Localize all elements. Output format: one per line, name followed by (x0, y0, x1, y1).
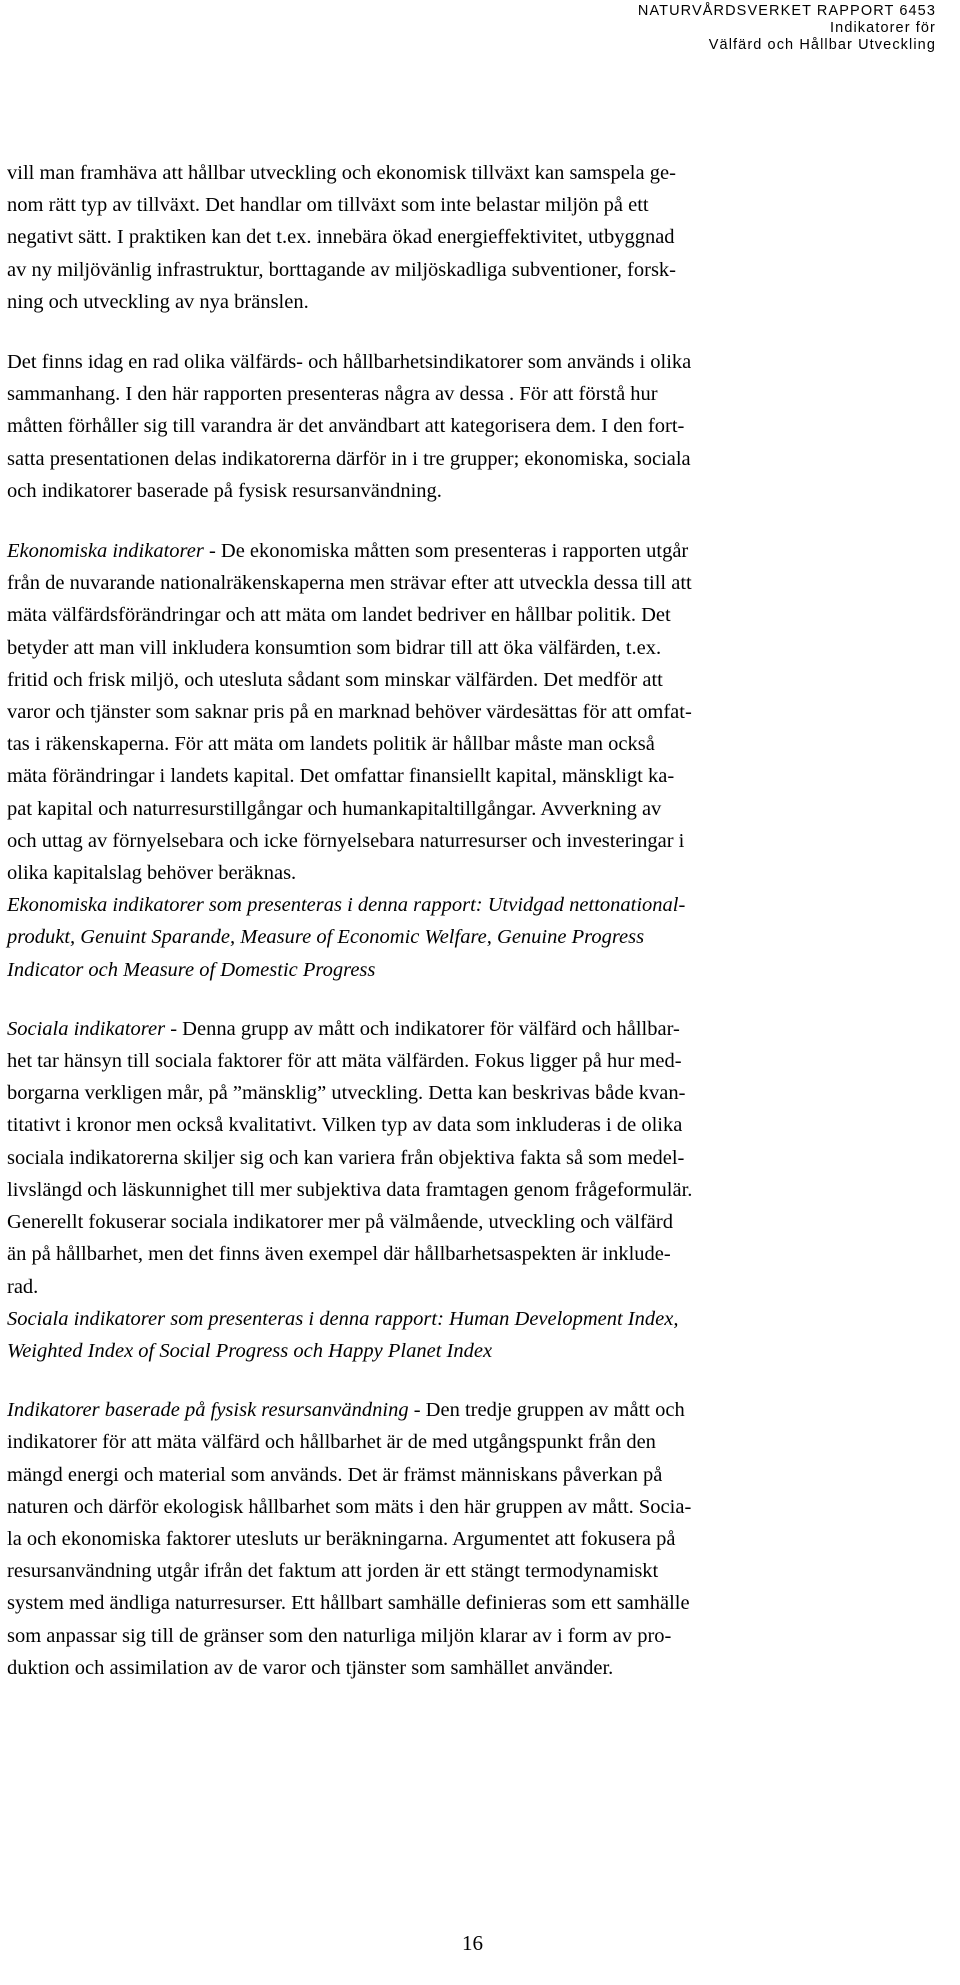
social-indicators-term: Sociala indikatorer (7, 1017, 166, 1040)
text-line: sammanhang. I den här rapporten presenteras några av dessa . För att förstå hur (7, 383, 658, 406)
report-subtitle: Indikatorer för (830, 20, 936, 36)
paragraph-intro (7, 157, 957, 318)
text-line: Generellt fokuserar sociala indikatorer mer på välmående, utveckling och välfärd (7, 1211, 673, 1234)
text-line: sociala indikatorerna skiljer sig och kan variera från objektiva fakta så som medel- (7, 1146, 685, 1169)
paragraph-social-indicators (7, 1013, 957, 1303)
report-subtitle-2: Välfärd och Hållbar Utveckling (708, 37, 936, 53)
text-line: mäta välfärdsförändringar och att mäta om landet bedriver en hållbar politik. Det (7, 604, 671, 627)
text-line: system med ändliga naturresurser. Ett hållbart samhälle definieras som ett samhälle (7, 1592, 690, 1615)
text-line: fritid och frisk miljö, och utesluta sådant som minskar välfärden. Det medför att (7, 668, 663, 691)
text-line: Sociala indikatorer som presenteras i denna rapport: Human Development Index, (7, 1307, 679, 1330)
text-line: ning och utveckling av nya bränslen. (7, 290, 309, 313)
text-line: naturen och därför ekologisk hållbarhet som mäts i den här gruppen av mått. Socia- (7, 1495, 692, 1518)
text-line: av ny miljövänlig infrastruktur, borttagande av miljöskadliga subventioner, forsk- (7, 258, 677, 281)
text-line: pat kapital och naturresurstillgångar och humankapitaltillgångar. Avverkning av (7, 797, 662, 820)
resource-indicators-term: Indikatorer baserade på fysisk resursanvändning (7, 1399, 409, 1422)
text-line: satta presentationen delas indikatorerna därför in i tre grupper; ekonomiska, sociala (7, 447, 691, 470)
text-line: Weighted Index of Social Progress och Happy Planet Index (7, 1339, 493, 1362)
paragraph-economic-indicators (7, 535, 957, 889)
text-line: mängd energi och material som används. Det är främst människans påverkan på (7, 1463, 663, 1486)
text-line: het tar hänsyn till sociala faktorer för att mäta välfärden. Fokus ligger på hur med- (7, 1050, 682, 1073)
document-body (7, 157, 957, 1684)
text-line: indikatorer för att mäta välfärd och hållbarhet är de med utgångspunkt från den (7, 1431, 656, 1454)
page-header (638, 3, 936, 54)
report-title: NATURVÅRDSVERKET RAPPORT 6453 (637, 3, 936, 19)
text-line: Det finns idag en rad olika välfärds- och hållbarhetsindikatorer som används i olika (7, 351, 692, 374)
paragraph-categories (7, 346, 957, 507)
text-line: olika kapitalslag behöver beräknas. (7, 862, 297, 885)
text-line: Indicator och Measure of Domestic Progress (7, 958, 376, 981)
text-line: borgarna verkligen mår, på ”mänsklig” utveckling. Detta kan beskrivas både kvan- (7, 1082, 686, 1105)
text-line: än på hållbarhet, men det finns även exempel där hållbarhetsaspekten är inklude- (7, 1243, 671, 1266)
text-line: måtten förhåller sig till varandra är det användbart att kategorisera dem. I den fort- (7, 415, 685, 438)
text-line (7, 1013, 957, 1045)
text-run: - Denna grupp av mått och indikatorer för välfärd och hållbar- (165, 1017, 680, 1040)
page-number: 16 (462, 1931, 483, 1955)
text-line: rad. (7, 1275, 39, 1298)
text-line: la och ekonomiska faktorer utesluts ur beräkningarna. Argumentet att fokusera på (7, 1527, 676, 1550)
text-line: varor och tjänster som saknar pris på en marknad behöver värdesättas för att omfat- (7, 701, 692, 724)
text-run: - De ekonomiska måtten som presenteras i rapporten utgår (203, 540, 689, 563)
text-line: betyder att man vill inkludera konsumtion som bidrar till att öka välfärden, t.ex. (7, 636, 662, 659)
text-line: duktion och assimilation av de varor och tjänster som samhället använder. (7, 1656, 614, 1679)
text-line (7, 535, 957, 567)
text-line: och uttag av förnyelsebara och icke förnyelsebara naturresurser och investeringar i (7, 829, 685, 852)
text-line (7, 1394, 957, 1426)
text-line: tas i räkenskaperna. För att mäta om landets politik är hållbar måste man också (7, 733, 655, 756)
text-line: mäta förändringar i landets kapital. Det omfattar finansiellt kapital, mänskligt ka- (7, 765, 675, 788)
text-line: resursanvändning utgår ifrån det faktum att jorden är ett stängt termodynamiskt (7, 1560, 659, 1583)
text-line: negativt sätt. I praktiken kan det t.ex. innebära ökad energieffektivitet, utbyggnad (7, 226, 675, 249)
text-line: nom rätt typ av tillväxt. Det handlar om tillväxt som inte belastar miljön på ett (7, 194, 649, 217)
text-line: och indikatorer baserade på fysisk resursanvändning. (7, 479, 442, 502)
text-run: - Den tredje gruppen av mått och (408, 1399, 685, 1422)
text-line: från de nuvarande nationalräkenskaperna men strävar efter att utveckla dessa till att (7, 572, 692, 595)
economic-indicators-list (7, 889, 957, 986)
text-line: som anpassar sig till de gränser som den naturliga miljön klarar av i form av pro- (7, 1624, 672, 1647)
text-line: vill man framhäva att hållbar utveckling och ekonomisk tillväxt kan samspela ge- (7, 162, 676, 184)
text-line: Ekonomiska indikatorer som presenteras i denna rapport: Utvidgad nettonational- (7, 894, 686, 917)
text-line: produkt, Genuint Sparande, Measure of Economic Welfare, Genuine Progress (7, 926, 645, 949)
text-line: titativt i kronor men också kvalitativt. Vilken typ av data som inkluderas i de olika (7, 1114, 683, 1137)
economic-indicators-term: Ekonomiska indikatorer (7, 540, 204, 563)
paragraph-resource-indicators (7, 1394, 957, 1684)
text-line: livslängd och läskunnighet till mer subjektiva data framtagen genom frågeformulär. (7, 1178, 693, 1201)
social-indicators-list (7, 1303, 957, 1367)
